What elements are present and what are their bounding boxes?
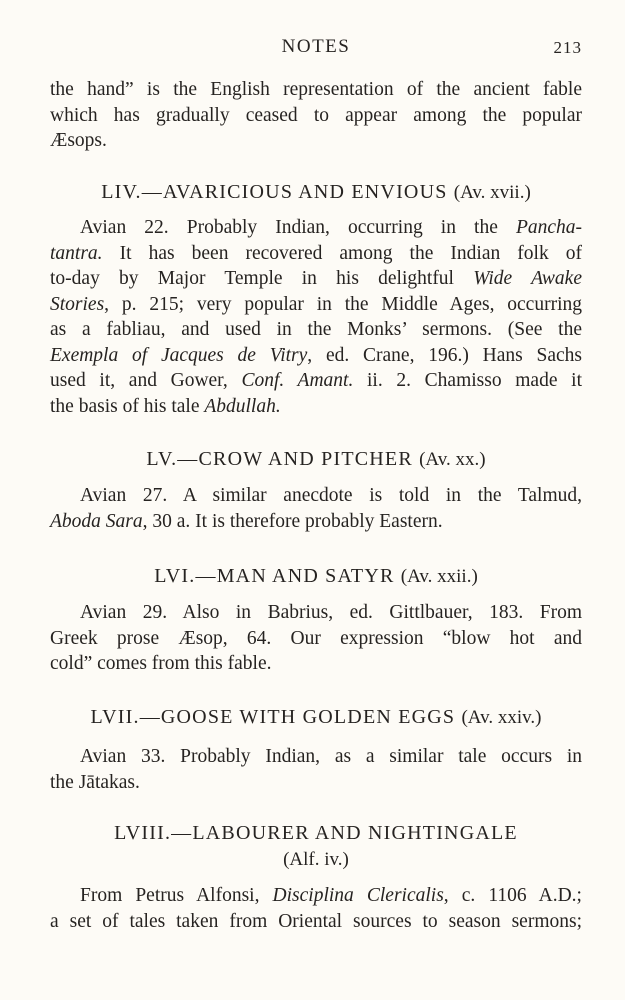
text-line: the basis of his tale Abdullah. [50, 395, 281, 417]
text-line: tantra. It has been recovered among the Indian folk of [50, 242, 582, 264]
page-number: 213 [553, 38, 582, 57]
running-title: NOTES [281, 36, 351, 57]
section-title: AVARICIOUS AND ENVIOUS [162, 181, 448, 203]
text-line: Aboda Sara, 30 a. It is therefore probably Eastern. [50, 510, 443, 532]
intro-paragraph [50, 77, 582, 154]
section-number: LVIII. [114, 822, 172, 844]
book-page [50, 0, 582, 1000]
text-line: Exempla of Jacques de Vitry, ed. Crane, 196.) Hans Sachs [50, 344, 582, 366]
text-line: to-day by Major Temple in his delightful Wide Awake [50, 268, 582, 289]
text-line: Avian 22. Probably Indian, occurring in the Pancha- [80, 217, 582, 238]
text-line: a set of tales taken from Oriental sources to season sermons; [50, 910, 582, 932]
text-line: Avian 27. A similar anecdote is told in the Talmud, [80, 485, 582, 506]
text-line: the hand” is the English representation of the ancient fable [50, 79, 582, 100]
text-line: Stories, p. 215; very popular in the Middle Ages, occurring [50, 293, 582, 315]
section-title: LABOURER AND NIGHTINGALE [192, 822, 518, 844]
text-line: From Petrus Alfonsi, Disciplina Clericalis, c. 1106 A.D.; [80, 885, 582, 906]
section-ref: (Av. xx.) [419, 449, 486, 470]
section-number: LVI. [154, 565, 196, 587]
section-heading-lv: LV.—CROW AND PITCHER (Av. xx.) [146, 448, 486, 470]
section-body-lvii [50, 744, 582, 795]
text-line: Greek prose Æsop, 64. Our expression “blow hot and [50, 627, 582, 649]
section-ref: (Alf. iv.) [283, 849, 349, 870]
section-title: CROW AND PITCHER [198, 448, 413, 470]
text-line: the Jātakas. [50, 771, 140, 793]
text-line: which has gradually ceased to appear among the popular [50, 104, 582, 126]
section-body-lvi [50, 600, 582, 677]
text-line: Avian 29. Also in Babrius, ed. Gittlbauer, 183. From [80, 602, 582, 623]
section-heading-lvii: LVII.—GOOSE WITH GOLDEN EGGS (Av. xxiv.) [90, 706, 542, 728]
section-title: MAN AND SATYR [216, 565, 395, 587]
text-line: cold” comes from this fable. [50, 653, 272, 674]
section-ref: (Av. xvii.) [453, 182, 531, 203]
section-heading-lvi: LVI.—MAN AND SATYR (Av. xxii.) [154, 565, 478, 587]
section-heading-lviii: LVIII.—LABOURER AND NIGHTINGALE [114, 822, 518, 844]
section-ref: (Av. xxiv.) [461, 707, 542, 728]
section-body-lviii [50, 883, 582, 934]
section-ref-lviii [50, 848, 582, 871]
text-line: as a fabliau, and used in the Monks’ sermons. (See the [50, 319, 582, 340]
text-line: Avian 33. Probably Indian, as a similar tale occurs in [80, 746, 582, 767]
section-body-lv [50, 483, 582, 534]
section-title: GOOSE WITH GOLDEN EGGS [160, 706, 456, 728]
section-heading-liv: LIV.—AVARICIOUS AND ENVIOUS (Av. xvii.) [101, 181, 531, 203]
text-line: Æsops. [50, 130, 107, 151]
section-number: LIV. [101, 181, 142, 203]
running-head [50, 36, 582, 60]
section-number: LVII. [90, 706, 140, 728]
section-body-liv [50, 215, 582, 419]
section-ref: (Av. xxii.) [400, 566, 478, 587]
text-line: used it, and Gower, Conf. Amant. ii. 2. Chamisso made it [50, 370, 582, 391]
section-number: LV. [146, 448, 178, 470]
